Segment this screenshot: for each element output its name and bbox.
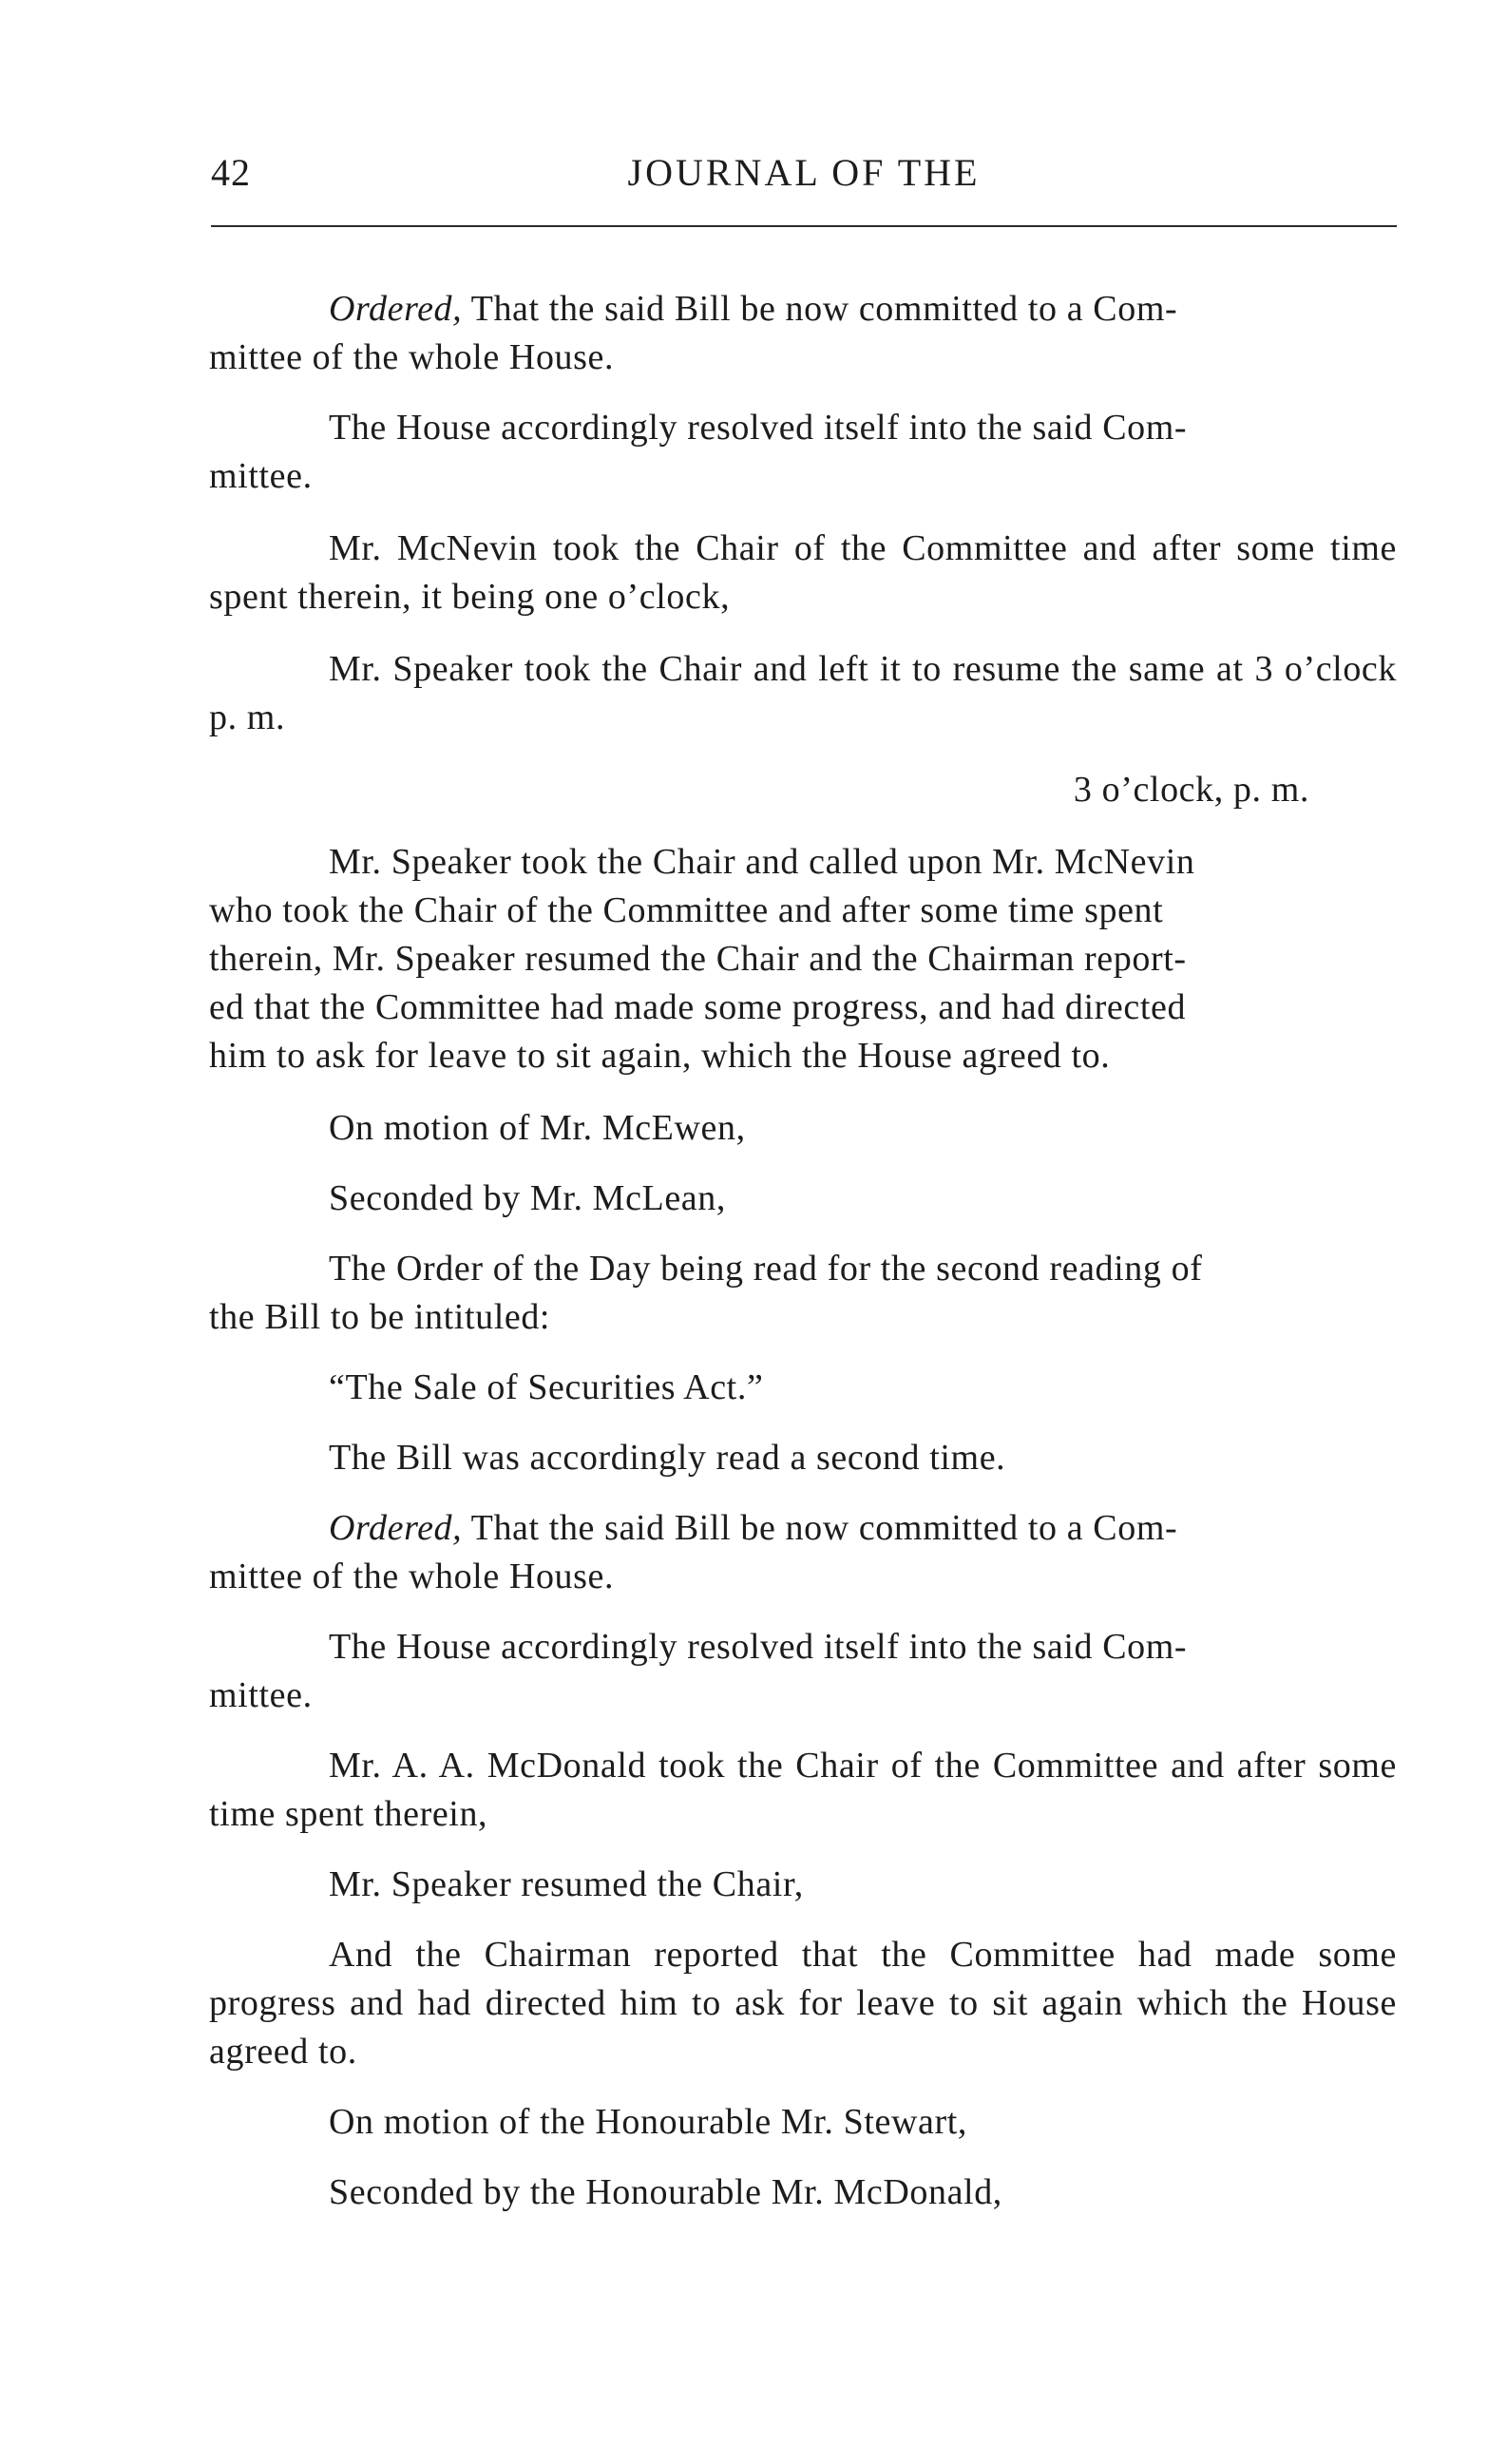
paragraph-resolved-committee-1: The House accordingly resolved itself into the said Com- mittee.: [209, 408, 1188, 496]
paragraph-order-of-day: The Order of the Day being read for the second reading of the Bill to be intituled:: [209, 1249, 1203, 1337]
paragraph-ordered-committal-2: Ordered, That the said Bill be now committed to a Com- mittee of the whole House.: [209, 1508, 1178, 1596]
paragraph-motion-mcewen: On motion of Mr. McEwen,: [329, 1108, 746, 1148]
paragraph-mcnevin-chair: Mr. McNevin took the Chair of the Committee and after some time spent therein, it being one o’clock,: [209, 528, 1397, 617]
running-head: JOURNAL OF THE: [627, 151, 981, 194]
paragraph-speaker-recess: Mr. Speaker took the Chair and left it to resume the same at 3 o’clock p. m.: [209, 649, 1397, 737]
paragraph-act-title: “The Sale of Securities Act.”: [329, 1367, 764, 1407]
paragraph-mcdonald-chair: Mr. A. A. McDonald took the Chair of the Committee and after some time spent therein,: [209, 1746, 1397, 1834]
page-number: 42: [211, 151, 251, 194]
time-heading: 3 o’clock, p. m.: [1073, 770, 1309, 810]
paragraph-seconded-mcdonald: Seconded by the Honourable Mr. McDonald,: [329, 2172, 1002, 2212]
header-rule: [211, 225, 1397, 227]
paragraph-ordered-committal-1: Ordered, That the said Bill be now committed to a Com- mittee of the whole House.: [209, 289, 1178, 377]
paragraph-speaker-called-mcnevin: Mr. Speaker took the Chair and called upon Mr. McNevin who took the Chair of the Committee and after some time spent therein, Mr. Speaker resumed the Chair and the Chairman report- ed that the Committee had made some progress, and had directed him to ask for leave to sit again, which the House agreed to.: [209, 842, 1195, 1076]
paragraph-chairman-reported: And the Chairman reported that the Committee had made some progress and had directed him to ask for leave to sit again which the House agreed to.: [209, 1935, 1397, 2072]
paragraph-seconded-mclean: Seconded by Mr. McLean,: [329, 1178, 726, 1218]
paragraph-second-reading: The Bill was accordingly read a second time.: [329, 1438, 1006, 1478]
ordered-italic: Ordered,: [329, 1508, 463, 1548]
paragraph-motion-stewart: On motion of the Honourable Mr. Stewart,: [329, 2102, 968, 2142]
paragraph-speaker-resumed: Mr. Speaker resumed the Chair,: [329, 1864, 804, 1904]
page-header: [211, 150, 1397, 207]
ordered-italic: Ordered,: [329, 289, 463, 329]
paragraph-resolved-committee-2: The House accordingly resolved itself into the said Com- mittee.: [209, 1627, 1188, 1715]
journal-body: [209, 285, 1397, 2217]
